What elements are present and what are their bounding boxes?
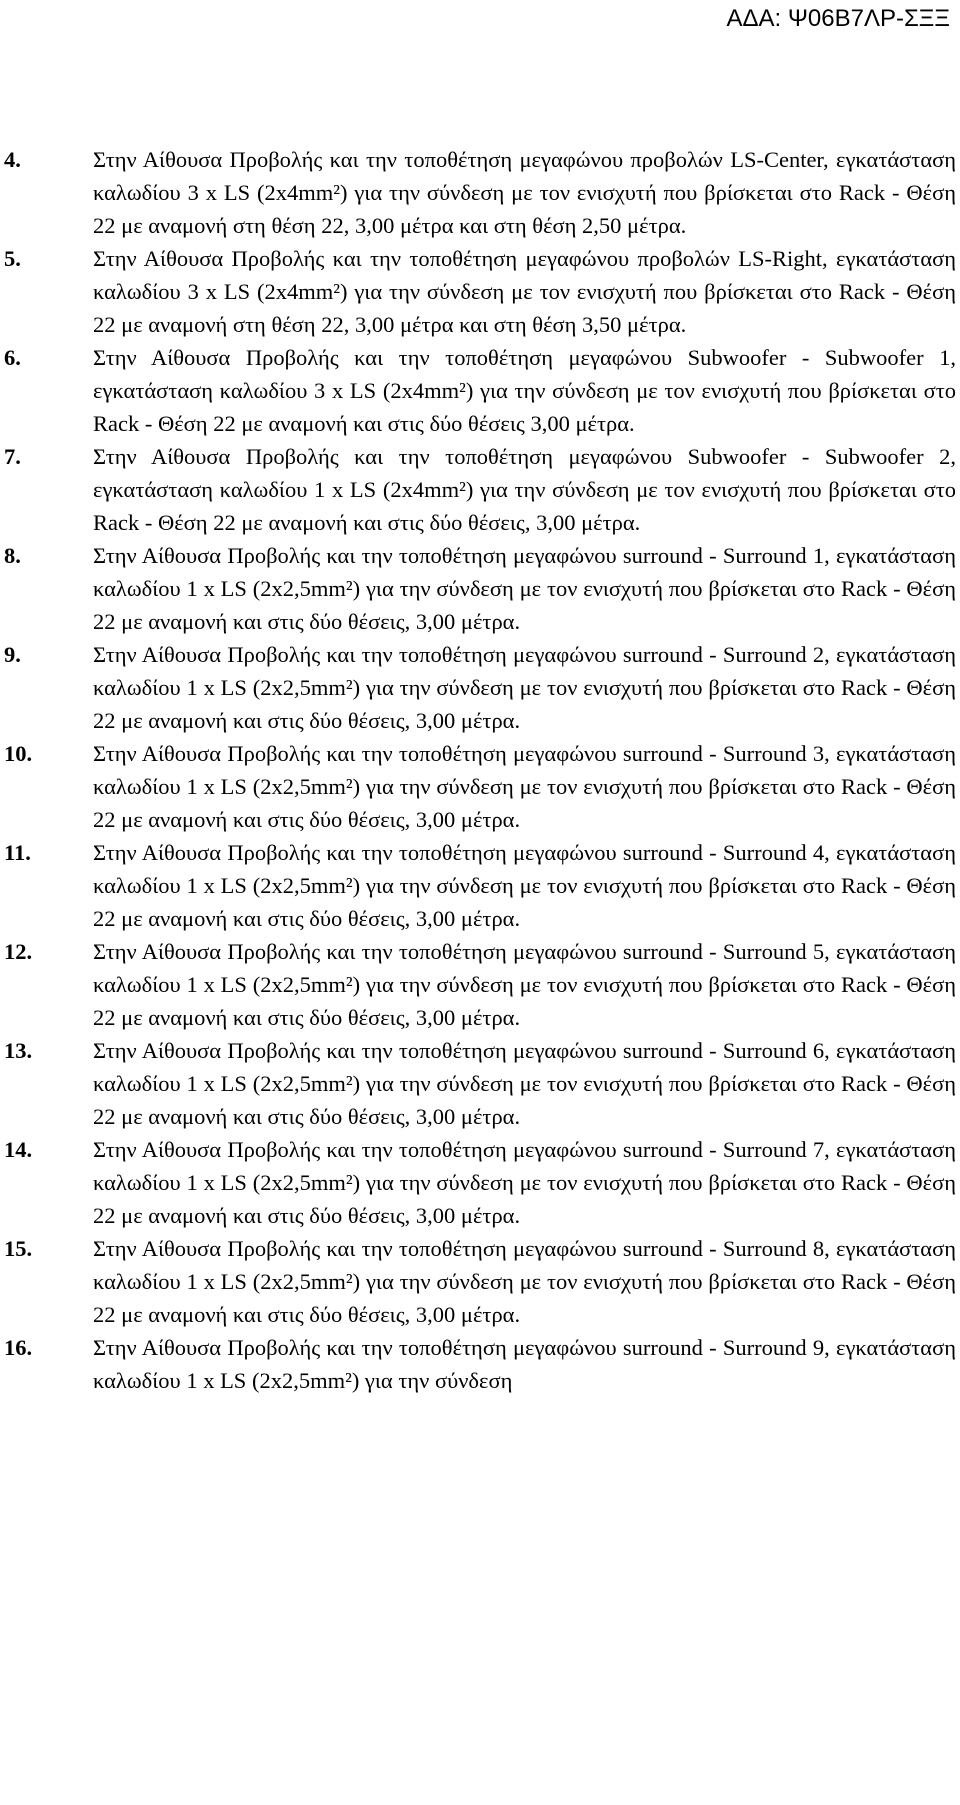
item-text: Στην Αίθουσα Προβολής και την τοποθέτηση μεγαφώνου surround - Surround 6, εγκατάσταση καλωδίου 1 x LS (2x2,5mm²) για την σύνδεση με τον ενισχυτή που βρίσκεται στο Rack - Θέση 22 με αναμονή και στις δύο θέσεις, 3,00 μέτρα. [93, 1038, 956, 1129]
item-number: 10. [4, 741, 33, 766]
ada-document-code: ΑΔΑ: Ψ06Β7ΛΡ-ΣΞΞ [726, 5, 950, 32]
list-item [0, 836, 960, 935]
item-text: Στην Αίθουσα Προβολής και την τοποθέτηση μεγαφώνου προβολών LS-Right, εγκατάσταση καλωδίου 3 x LS (2x4mm²) για την σύνδεση με τον ενισχυτή που βρίσκεται στο Rack - Θέση 22 με αναμονή στη θέση 22, 3,00 μέτρα και στη θέση 3,50 μέτρα. [93, 246, 956, 337]
list-item [0, 341, 960, 440]
list-item [0, 1331, 960, 1397]
list-item [0, 1232, 960, 1331]
item-text: Στην Αίθουσα Προβολής και την τοποθέτηση μεγαφώνου surround - Surround 9, εγκατάσταση καλωδίου 1 x LS (2x2,5mm²) για την σύνδεση [93, 1335, 956, 1393]
item-text: Στην Αίθουσα Προβολής και την τοποθέτηση μεγαφώνου surround - Surround 8, εγκατάσταση καλωδίου 1 x LS (2x2,5mm²) για την σύνδεση με τον ενισχυτή που βρίσκεται στο Rack - Θέση 22 με αναμονή και στις δύο θέσεις, 3,00 μέτρα. [93, 1236, 956, 1327]
list-item [0, 539, 960, 638]
item-text: Στην Αίθουσα Προβολής και την τοποθέτηση μεγαφώνου surround - Surround 1, εγκατάσταση καλωδίου 1 x LS (2x2,5mm²) για την σύνδεση με τον ενισχυτή που βρίσκεται στο Rack - Θέση 22 με αναμονή και στις δύο θέσεις, 3,00 μέτρα. [93, 543, 956, 634]
item-text: Στην Αίθουσα Προβολής και την τοποθέτηση μεγαφώνου surround - Surround 3, εγκατάσταση καλωδίου 1 x LS (2x2,5mm²) για την σύνδεση με τον ενισχυτή που βρίσκεται στο Rack - Θέση 22 με αναμονή και στις δύο θέσεις, 3,00 μέτρα. [93, 741, 956, 832]
item-number: 8. [4, 543, 21, 568]
cable-installation-list [0, 143, 960, 1397]
item-number: 14. [4, 1137, 33, 1162]
item-number: 6. [4, 345, 21, 370]
list-item [0, 638, 960, 737]
item-number: 4. [4, 147, 21, 172]
item-number: 15. [4, 1236, 33, 1261]
item-text: Στην Αίθουσα Προβολής και την τοποθέτηση μεγαφώνου surround - Surround 5, εγκατάσταση καλωδίου 1 x LS (2x2,5mm²) για την σύνδεση με τον ενισχυτή που βρίσκεται στο Rack - Θέση 22 με αναμονή και στις δύο θέσεις, 3,00 μέτρα. [93, 939, 956, 1030]
list-item [0, 440, 960, 539]
item-text: Στην Αίθουσα Προβολής και την τοποθέτηση μεγαφώνου Subwoofer - Subwoofer 2, εγκατάσταση καλωδίου 1 x LS (2x4mm²) για την σύνδεση με τον ενισχυτή που βρίσκεται στο Rack - Θέση 22 με αναμονή και στις δύο θέσεις, 3,00 μέτρα. [93, 444, 956, 535]
list-item [0, 1034, 960, 1133]
list-item [0, 737, 960, 836]
list-item [0, 143, 960, 242]
item-text: Στην Αίθουσα Προβολής και την τοποθέτηση μεγαφώνου προβολών LS-Center, εγκατάσταση καλωδίου 3 x LS (2x4mm²) για την σύνδεση με τον ενισχυτή που βρίσκεται στο Rack - Θέση 22 με αναμονή στη θέση 22, 3,00 μέτρα και στη θέση 2,50 μέτρα. [93, 147, 956, 238]
list-item [0, 935, 960, 1034]
item-text: Στην Αίθουσα Προβολής και την τοποθέτηση μεγαφώνου surround - Surround 4, εγκατάσταση καλωδίου 1 x LS (2x2,5mm²) για την σύνδεση με τον ενισχυτή που βρίσκεται στο Rack - Θέση 22 με αναμονή και στις δύο θέσεις, 3,00 μέτρα. [93, 840, 956, 931]
item-number: 9. [4, 642, 21, 667]
item-text: Στην Αίθουσα Προβολής και την τοποθέτηση μεγαφώνου surround - Surround 7, εγκατάσταση καλωδίου 1 x LS (2x2,5mm²) για την σύνδεση με τον ενισχυτή που βρίσκεται στο Rack - Θέση 22 με αναμονή και στις δύο θέσεις, 3,00 μέτρα. [93, 1137, 956, 1228]
item-text: Στην Αίθουσα Προβολής και την τοποθέτηση μεγαφώνου Subwoofer - Subwoofer 1, εγκατάσταση καλωδίου 3 x LS (2x4mm²) για την σύνδεση με τον ενισχυτή που βρίσκεται στο Rack - Θέση 22 με αναμονή και στις δύο θέσεις 3,00 μέτρα. [93, 345, 956, 436]
item-number: 7. [4, 444, 21, 469]
item-text: Στην Αίθουσα Προβολής και την τοποθέτηση μεγαφώνου surround - Surround 2, εγκατάσταση καλωδίου 1 x LS (2x2,5mm²) για την σύνδεση με τον ενισχυτή που βρίσκεται στο Rack - Θέση 22 με αναμονή και στις δύο θέσεις, 3,00 μέτρα. [93, 642, 956, 733]
list-item [0, 1133, 960, 1232]
item-number: 11. [4, 840, 31, 865]
list-item [0, 242, 960, 341]
item-number: 16. [4, 1335, 33, 1360]
item-number: 5. [4, 246, 21, 271]
item-number: 13. [4, 1038, 33, 1063]
item-number: 12. [4, 939, 33, 964]
